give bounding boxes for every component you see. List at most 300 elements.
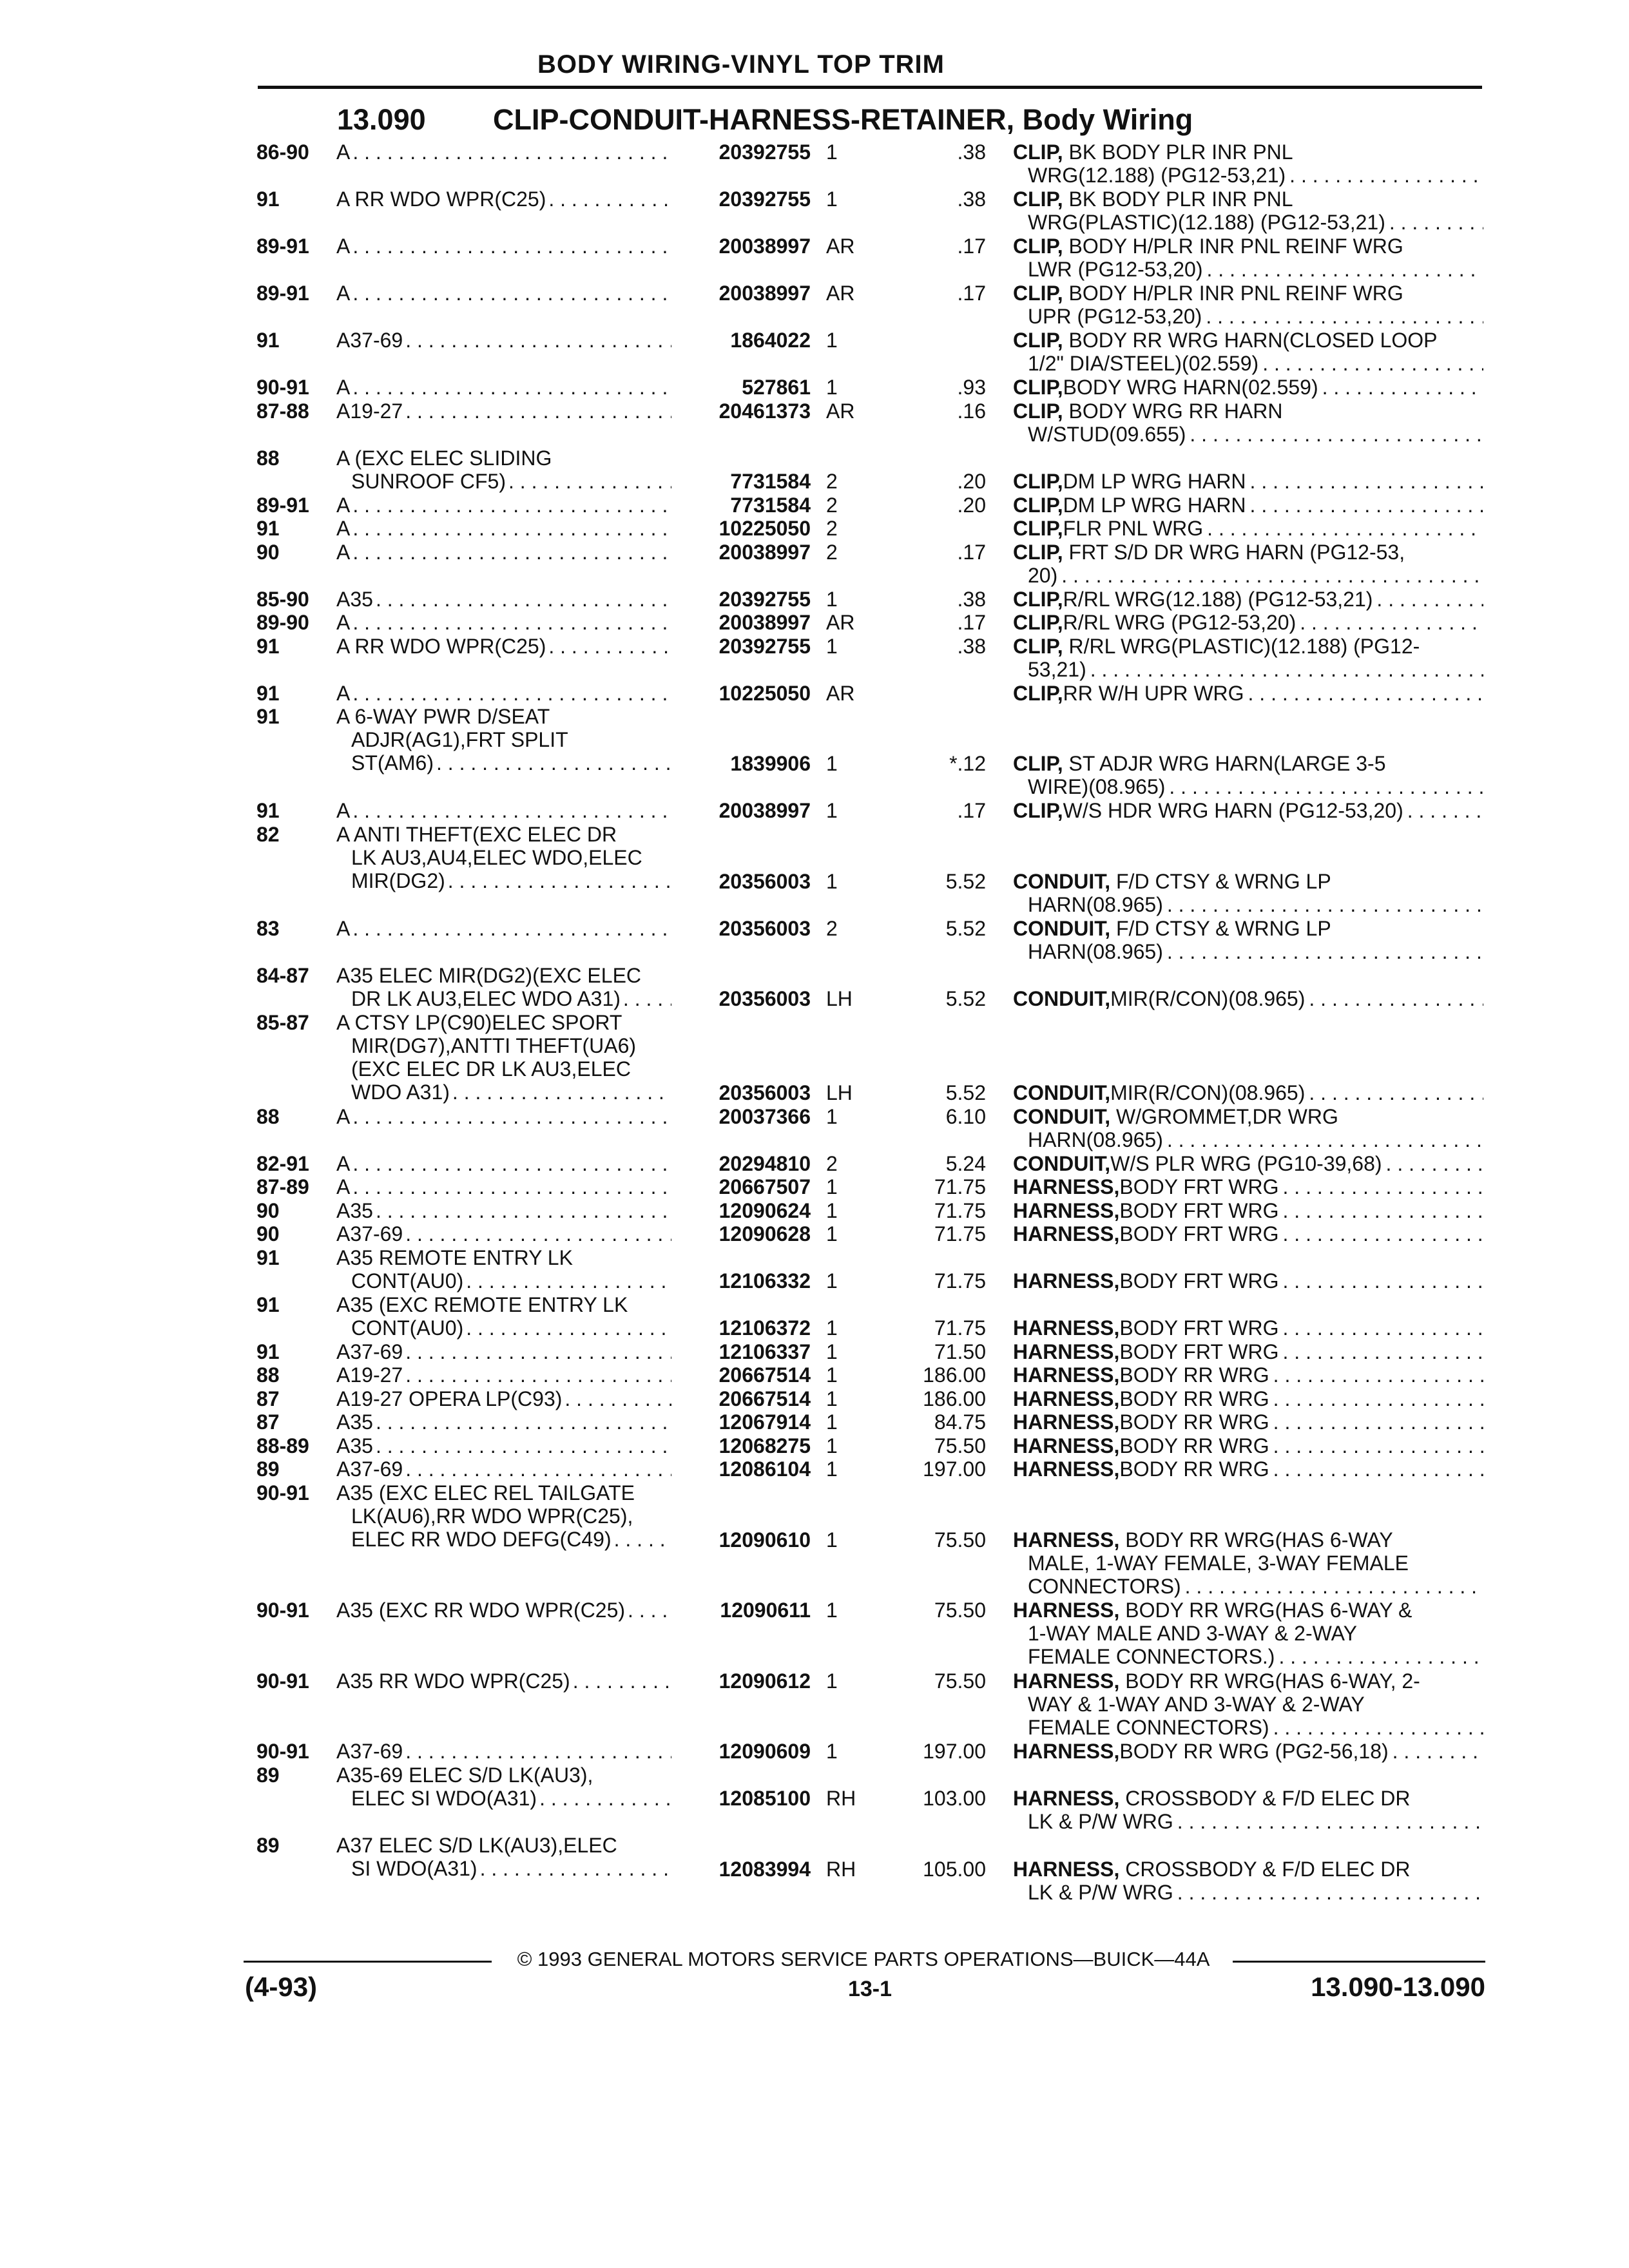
row-description bbox=[1013, 1222, 1483, 1245]
row-part-number: 10225050 bbox=[718, 681, 811, 705]
row-model bbox=[336, 799, 671, 822]
row-description-line: BK BODY PLR INR PNL bbox=[1068, 140, 1293, 164]
row-quantity: LH bbox=[826, 1081, 853, 1104]
row-part-number: 527861 bbox=[742, 376, 811, 399]
leader-dots bbox=[1167, 940, 1483, 963]
row-model-line: A bbox=[336, 282, 351, 305]
row-model-line: MIR(DG7),ANTTI THEFT(UA6) bbox=[351, 1033, 637, 1057]
table-row bbox=[0, 1410, 1629, 1434]
row-model-line: A35 bbox=[336, 1434, 373, 1457]
row-quantity: 2 bbox=[826, 540, 838, 564]
leader-dots bbox=[352, 682, 671, 705]
row-description-line: LK & P/W WRG bbox=[1028, 1880, 1173, 1904]
row-part-number: 20038997 bbox=[718, 282, 811, 305]
leader-dots bbox=[548, 635, 671, 658]
leader-dots bbox=[405, 1457, 671, 1481]
row-description-type: HARNESS, bbox=[1013, 1269, 1120, 1293]
row-description-line: BODY RR WRG bbox=[1119, 1457, 1269, 1481]
row-price: 197.00 bbox=[923, 1457, 986, 1481]
row-model-line: A35-69 ELEC S/D LK(AU3), bbox=[336, 1763, 593, 1787]
leader-dots bbox=[1273, 1363, 1483, 1387]
row-quantity: 1 bbox=[826, 1434, 838, 1457]
leader-dots bbox=[539, 1787, 671, 1810]
table-row bbox=[0, 822, 1629, 916]
row-description-type: CLIP, bbox=[1013, 752, 1063, 775]
row-model-line: LK AU3,AU4,ELEC WDO,ELEC bbox=[351, 845, 642, 869]
row-quantity: 1 bbox=[826, 1410, 838, 1434]
row-description-type: HARNESS, bbox=[1013, 1599, 1120, 1622]
row-part-number: 20294810 bbox=[718, 1151, 811, 1175]
leader-dots bbox=[1248, 682, 1483, 705]
row-description bbox=[1013, 1740, 1483, 1763]
row-model-line: A ANTI THEFT(EXC ELEC DR bbox=[336, 822, 617, 846]
row-model-line: A bbox=[336, 611, 351, 634]
row-description bbox=[1013, 799, 1483, 822]
row-description-type: CLIP, bbox=[1013, 329, 1063, 352]
table-row bbox=[0, 235, 1629, 282]
row-model bbox=[336, 376, 671, 399]
row-description bbox=[1013, 494, 1483, 517]
row-part-number: 12090624 bbox=[718, 1198, 811, 1222]
row-quantity: 1 bbox=[826, 869, 838, 893]
table-row bbox=[0, 140, 1629, 187]
row-year: 88 bbox=[256, 1363, 280, 1387]
row-description-line: DM LP WRG HARN bbox=[1063, 470, 1246, 493]
row-quantity: 1 bbox=[826, 1740, 838, 1763]
row-description bbox=[1013, 140, 1483, 187]
row-quantity: AR bbox=[826, 235, 855, 258]
leader-dots bbox=[508, 470, 671, 493]
table-row bbox=[0, 1199, 1629, 1223]
leader-dots bbox=[405, 329, 671, 352]
leader-dots bbox=[1407, 799, 1483, 822]
leader-dots bbox=[548, 187, 671, 211]
table-row bbox=[0, 635, 1629, 682]
leader-dots bbox=[1300, 611, 1483, 634]
leader-dots bbox=[466, 1269, 671, 1293]
row-year: 87-88 bbox=[256, 399, 309, 423]
row-model-line: ST(AM6) bbox=[351, 751, 434, 774]
row-model-line: ELEC RR WDO DEFG(C49) bbox=[351, 1527, 612, 1551]
row-price: 186.00 bbox=[923, 1387, 986, 1410]
row-description-type: HARNESS, bbox=[1013, 1528, 1120, 1552]
leader-dots bbox=[352, 611, 671, 634]
row-part-number: 20038997 bbox=[718, 611, 811, 634]
row-quantity: 1 bbox=[826, 1363, 838, 1387]
row-year: 89 bbox=[256, 1834, 280, 1857]
row-year: 90 bbox=[256, 1222, 280, 1245]
row-price: 5.52 bbox=[945, 987, 986, 1010]
row-model-line: A35 bbox=[336, 1410, 373, 1434]
row-description-line: LK & P/W WRG bbox=[1028, 1810, 1173, 1833]
row-quantity: 1 bbox=[826, 376, 838, 399]
leader-dots bbox=[352, 140, 671, 164]
row-description-type: HARNESS, bbox=[1013, 1457, 1120, 1481]
leader-dots bbox=[376, 1199, 671, 1222]
table-row bbox=[0, 1105, 1629, 1152]
row-part-number: 1864022 bbox=[730, 329, 811, 352]
row-model-line: A bbox=[336, 140, 351, 164]
row-year: 89-91 bbox=[256, 493, 309, 517]
leader-dots bbox=[352, 376, 671, 399]
row-model bbox=[336, 964, 671, 1010]
row-price: 197.00 bbox=[923, 1740, 986, 1763]
row-quantity: 1 bbox=[826, 799, 838, 822]
row-price: 186.00 bbox=[923, 1363, 986, 1387]
row-model bbox=[336, 1105, 671, 1128]
row-part-number: 12090611 bbox=[720, 1599, 811, 1622]
row-description-line: BK BODY PLR INR PNL bbox=[1068, 187, 1293, 211]
row-description-type: CONDUIT, bbox=[1013, 916, 1111, 940]
row-part-number: 20392755 bbox=[718, 634, 811, 658]
row-price: 5.52 bbox=[945, 916, 986, 940]
row-model-line: A bbox=[336, 517, 351, 540]
row-model-line: (EXC ELEC DR LK AU3,ELEC bbox=[351, 1057, 631, 1081]
row-description-line: WIRE)(08.965) bbox=[1028, 775, 1166, 798]
row-description-line: 53,21) bbox=[1028, 657, 1086, 681]
row-model-line: A37-69 bbox=[336, 1222, 403, 1245]
row-price: .17 bbox=[957, 799, 986, 822]
row-model-line: A bbox=[336, 1104, 351, 1128]
row-model-line: WDO A31) bbox=[351, 1080, 450, 1104]
leader-dots bbox=[1273, 1457, 1483, 1481]
leader-dots bbox=[1206, 305, 1483, 328]
leader-dots bbox=[1167, 893, 1483, 916]
row-description-line: F/D CTSY & WRNG LP bbox=[1116, 916, 1331, 940]
row-quantity: 1 bbox=[826, 187, 838, 211]
row-description bbox=[1013, 187, 1483, 234]
row-description-type: CLIP, bbox=[1013, 634, 1063, 658]
row-model-line: A RR WDO WPR(C25) bbox=[336, 634, 546, 658]
row-description-type: HARNESS, bbox=[1013, 1434, 1120, 1457]
leader-dots bbox=[448, 869, 671, 892]
row-part-number: 12106337 bbox=[718, 1340, 811, 1363]
row-model-line: A bbox=[336, 376, 351, 399]
row-description bbox=[1013, 541, 1483, 587]
row-description-line: WRG(12.188) (PG12-53,21) bbox=[1028, 164, 1286, 187]
row-model bbox=[336, 1246, 671, 1293]
leader-dots bbox=[623, 987, 671, 1010]
row-description-line: CROSSBODY & F/D ELEC DR bbox=[1125, 1787, 1411, 1810]
leader-dots bbox=[352, 917, 671, 940]
row-quantity: 1 bbox=[826, 1669, 838, 1693]
row-model-line: A35 RR WDO WPR(C25) bbox=[336, 1669, 570, 1693]
row-price: 5.24 bbox=[945, 1151, 986, 1175]
table-row bbox=[0, 1011, 1629, 1105]
row-year: 91 bbox=[256, 1293, 280, 1316]
row-description-line: BODY H/PLR INR PNL REINF WRG bbox=[1068, 235, 1403, 258]
table-row bbox=[0, 705, 1629, 798]
row-description-type: CONDUIT, bbox=[1013, 1151, 1111, 1175]
table-row bbox=[0, 494, 1629, 517]
row-description-line: R/RL WRG(12.188) (PG12-53,21) bbox=[1063, 587, 1373, 611]
row-description-line: FLR PNL WRG bbox=[1063, 517, 1204, 540]
row-description bbox=[1013, 1787, 1483, 1833]
row-model-line: A35 REMOTE ENTRY LK bbox=[336, 1245, 573, 1269]
row-price: .17 bbox=[957, 235, 986, 258]
row-description-line: RR W/H UPR WRG bbox=[1063, 681, 1244, 705]
row-year: 91 bbox=[256, 681, 280, 705]
table-row bbox=[0, 588, 1629, 611]
table-row bbox=[0, 1669, 1629, 1740]
row-model-line: DR LK AU3,ELEC WDO A31) bbox=[351, 986, 621, 1010]
row-year: 89-90 bbox=[256, 611, 309, 634]
row-model bbox=[336, 1387, 671, 1410]
row-description bbox=[1013, 588, 1483, 611]
table-row bbox=[0, 1481, 1629, 1598]
row-model-line: A19-27 bbox=[336, 1363, 403, 1387]
row-model bbox=[336, 235, 671, 258]
row-model bbox=[336, 1363, 671, 1387]
row-year: 85-87 bbox=[256, 1010, 309, 1034]
row-model-line: A bbox=[336, 540, 351, 564]
row-description bbox=[1013, 987, 1483, 1010]
row-description-line: BODY RR WRG(HAS 6-WAY bbox=[1125, 1528, 1393, 1552]
row-description-line: CROSSBODY & F/D ELEC DR bbox=[1125, 1857, 1411, 1881]
row-price: .17 bbox=[957, 611, 986, 634]
row-quantity: 1 bbox=[826, 1599, 838, 1622]
row-description-type: HARNESS, bbox=[1013, 1340, 1120, 1363]
row-description-line: CONNECTORS) bbox=[1028, 1574, 1181, 1598]
row-model-line: A35 (EXC ELEC REL TAILGATE bbox=[336, 1481, 635, 1504]
row-description-type: CLIP, bbox=[1013, 470, 1063, 493]
row-year: 87-89 bbox=[256, 1175, 309, 1198]
leader-dots bbox=[1190, 423, 1483, 446]
row-part-number: 12085100 bbox=[718, 1787, 811, 1810]
row-year: 90-91 bbox=[256, 376, 309, 399]
footer-date-code: (4-93) bbox=[245, 1972, 318, 2002]
row-model bbox=[336, 1340, 671, 1363]
row-description bbox=[1013, 1269, 1483, 1293]
table-row bbox=[0, 1599, 1629, 1669]
row-description bbox=[1013, 917, 1483, 963]
leader-dots bbox=[1207, 258, 1484, 281]
row-quantity: 1 bbox=[826, 1457, 838, 1481]
leader-dots bbox=[405, 1363, 671, 1387]
leader-dots bbox=[352, 1152, 671, 1175]
row-description-line: BODY RR WRG(HAS 6-WAY & bbox=[1125, 1599, 1412, 1622]
row-description-type: CLIP, bbox=[1013, 140, 1063, 164]
row-description-type: CLIP, bbox=[1013, 399, 1063, 423]
row-description-line: W/STUD(09.655) bbox=[1028, 422, 1186, 446]
row-year: 90-91 bbox=[256, 1481, 309, 1504]
row-model-line: ADJR(AG1),FRT SPLIT bbox=[351, 728, 568, 751]
row-description bbox=[1013, 282, 1483, 328]
row-model bbox=[336, 1152, 671, 1175]
leader-dots bbox=[452, 1081, 671, 1104]
row-model-line: A bbox=[336, 681, 351, 705]
row-description-type: HARNESS, bbox=[1013, 1410, 1120, 1434]
row-year: 90-91 bbox=[256, 1669, 309, 1693]
row-part-number: 12090612 bbox=[718, 1669, 811, 1693]
row-quantity: 1 bbox=[826, 1340, 838, 1363]
row-model-line: A bbox=[336, 916, 351, 940]
table-row bbox=[0, 682, 1629, 706]
row-model bbox=[336, 1222, 671, 1245]
leader-dots bbox=[1250, 494, 1483, 517]
row-description-type: CLIP, bbox=[1013, 376, 1063, 399]
row-quantity: 1 bbox=[826, 1222, 838, 1245]
row-price: 71.50 bbox=[934, 1340, 986, 1363]
row-part-number: 12106372 bbox=[718, 1316, 811, 1340]
row-description-type: HARNESS, bbox=[1013, 1175, 1120, 1198]
row-part-number: 12086104 bbox=[718, 1457, 811, 1481]
row-description bbox=[1013, 1858, 1483, 1904]
row-price: .93 bbox=[957, 376, 986, 399]
row-description-line: BODY FRT WRG bbox=[1119, 1175, 1279, 1198]
table-row bbox=[0, 1246, 1629, 1293]
row-quantity: 1 bbox=[826, 634, 838, 658]
row-price: .17 bbox=[957, 282, 986, 305]
row-quantity: 2 bbox=[826, 470, 838, 493]
row-quantity: RH bbox=[826, 1787, 856, 1810]
row-model-line: A bbox=[336, 1151, 351, 1175]
row-description-type: CONDUIT, bbox=[1013, 1104, 1111, 1128]
section-number: 13.090 bbox=[337, 103, 426, 136]
row-description-line: 1-WAY MALE AND 3-WAY & 2-WAY bbox=[1028, 1622, 1357, 1645]
row-part-number: 20667514 bbox=[718, 1363, 811, 1387]
leader-dots bbox=[352, 494, 671, 517]
row-model bbox=[336, 329, 671, 352]
row-part-number: 7731584 bbox=[730, 493, 811, 517]
row-model-line: MIR(DG2) bbox=[351, 869, 445, 892]
row-quantity: 1 bbox=[826, 1528, 838, 1552]
row-year: 91 bbox=[256, 517, 280, 540]
row-model-line: A35 (EXC RR WDO WPR(C25) bbox=[336, 1599, 626, 1622]
row-part-number: 20461373 bbox=[718, 399, 811, 423]
row-description bbox=[1013, 329, 1483, 375]
row-part-number: 20667507 bbox=[718, 1175, 811, 1198]
row-part-number: 12090610 bbox=[718, 1528, 811, 1552]
row-model-line: A35 bbox=[336, 1198, 373, 1222]
row-description-type: CLIP, bbox=[1013, 587, 1063, 611]
row-description-line: BODY RR WRG bbox=[1119, 1387, 1269, 1410]
row-price: 75.50 bbox=[934, 1434, 986, 1457]
row-part-number: 20038997 bbox=[718, 235, 811, 258]
row-year: 88 bbox=[256, 446, 280, 470]
row-model bbox=[336, 1011, 671, 1104]
table-row bbox=[0, 399, 1629, 447]
row-price: 5.52 bbox=[945, 869, 986, 893]
row-year: 87 bbox=[256, 1387, 280, 1410]
row-year: 89 bbox=[256, 1763, 280, 1787]
row-model-line: LK(AU6),RR WDO WPR(C25), bbox=[351, 1504, 633, 1528]
row-model-line: SUNROOF CF5) bbox=[351, 469, 506, 493]
row-description-type: CLIP, bbox=[1013, 681, 1063, 705]
row-part-number: 20356003 bbox=[718, 916, 811, 940]
row-description bbox=[1013, 1199, 1483, 1222]
leader-dots bbox=[1283, 1316, 1484, 1340]
row-description bbox=[1013, 399, 1483, 446]
row-model bbox=[336, 517, 671, 540]
row-year: 90-91 bbox=[256, 1599, 309, 1622]
table-row bbox=[0, 1834, 1629, 1904]
row-description bbox=[1013, 1105, 1483, 1151]
leader-dots bbox=[405, 1340, 671, 1363]
row-model-line: A35 bbox=[336, 587, 373, 611]
table-row bbox=[0, 611, 1629, 635]
row-description-type: CLIP, bbox=[1013, 235, 1063, 258]
leader-dots bbox=[405, 1222, 671, 1245]
row-description-line: BODY RR WRG(HAS 6-WAY, 2- bbox=[1125, 1669, 1420, 1693]
row-price: .38 bbox=[957, 187, 986, 211]
row-price: .17 bbox=[957, 540, 986, 564]
row-model bbox=[336, 187, 671, 211]
row-price: 105.00 bbox=[923, 1857, 986, 1881]
row-model-line: A37-69 bbox=[336, 1340, 403, 1363]
row-description-line: BODY FRT WRG bbox=[1119, 1198, 1279, 1222]
row-description-type: CLIP, bbox=[1013, 282, 1063, 305]
leader-dots bbox=[1273, 1434, 1483, 1457]
leader-dots bbox=[1393, 1740, 1483, 1763]
row-year: 91 bbox=[256, 799, 280, 822]
row-description-line: BODY RR WRG (PG2-56,18) bbox=[1119, 1740, 1389, 1763]
row-quantity: 1 bbox=[826, 329, 838, 352]
row-model-line: A19-27 bbox=[336, 399, 403, 423]
row-model-line: A bbox=[336, 493, 351, 517]
row-model bbox=[336, 588, 671, 611]
row-model bbox=[336, 682, 671, 705]
row-model bbox=[336, 1834, 671, 1880]
table-row bbox=[0, 1434, 1629, 1458]
row-model-line: A RR WDO WPR(C25) bbox=[336, 187, 546, 211]
row-part-number: 10225050 bbox=[718, 517, 811, 540]
row-description bbox=[1013, 1316, 1483, 1340]
row-description-type: CLIP, bbox=[1013, 611, 1063, 634]
leader-dots bbox=[1322, 376, 1483, 399]
row-model bbox=[336, 1481, 671, 1551]
leader-dots bbox=[573, 1669, 671, 1693]
row-description-type: CONDUIT, bbox=[1013, 869, 1111, 893]
row-model bbox=[336, 917, 671, 940]
leader-dots bbox=[1250, 470, 1483, 493]
row-model-line: A37 ELEC S/D LK(AU3),ELEC bbox=[336, 1834, 617, 1857]
row-price: .38 bbox=[957, 587, 986, 611]
table-row bbox=[0, 329, 1629, 376]
table-row bbox=[0, 1363, 1629, 1387]
leader-dots bbox=[352, 541, 671, 564]
row-part-number: 20356003 bbox=[718, 869, 811, 893]
row-description bbox=[1013, 470, 1483, 493]
row-description-line: MIR(R/CON)(08.965) bbox=[1110, 1081, 1306, 1104]
row-description-line: MIR(R/CON)(08.965) bbox=[1110, 987, 1306, 1010]
row-year: 86-90 bbox=[256, 140, 309, 164]
row-year: 90 bbox=[256, 1198, 280, 1222]
row-description-line: BODY FRT WRG bbox=[1119, 1222, 1279, 1245]
leader-dots bbox=[1386, 1152, 1483, 1175]
row-price: *.12 bbox=[949, 752, 986, 775]
row-description bbox=[1013, 1457, 1483, 1481]
row-price: .16 bbox=[957, 399, 986, 423]
row-description-line: R/RL WRG(PLASTIC)(12.188) (PG12- bbox=[1068, 634, 1420, 658]
leader-dots bbox=[376, 1410, 671, 1434]
row-price: .20 bbox=[957, 470, 986, 493]
row-description-line: W/S HDR WRG HARN (PG12-53,20) bbox=[1063, 799, 1403, 822]
row-description bbox=[1013, 1340, 1483, 1363]
row-description-line: HARN(08.965) bbox=[1028, 892, 1163, 916]
row-description bbox=[1013, 1387, 1483, 1410]
page-header-title: BODY WIRING-VINYL TOP TRIM bbox=[537, 50, 945, 79]
row-description bbox=[1013, 1599, 1483, 1668]
row-description-type: HARNESS, bbox=[1013, 1740, 1120, 1763]
row-quantity: 1 bbox=[826, 1316, 838, 1340]
leader-dots bbox=[1283, 1222, 1484, 1245]
leader-dots bbox=[436, 751, 671, 774]
leader-dots bbox=[1207, 517, 1483, 540]
leader-dots bbox=[1283, 1199, 1484, 1222]
leader-dots bbox=[1376, 588, 1483, 611]
row-description bbox=[1013, 1434, 1483, 1457]
